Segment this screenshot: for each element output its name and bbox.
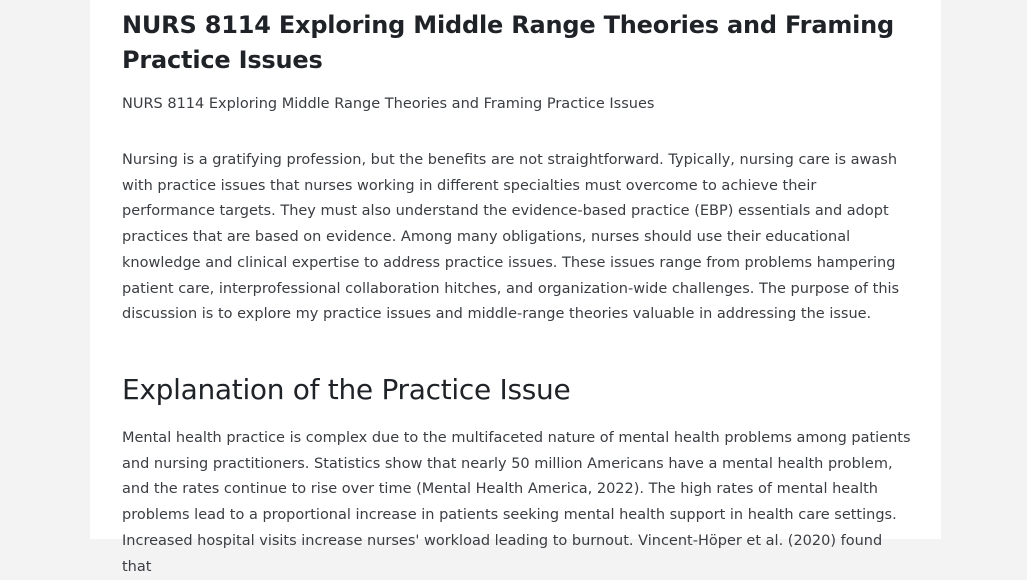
post-title: NURS 8114 Exploring Middle Range Theories and Framing Practice Issues [122,11,895,74]
post-subtitle: NURS 8114 Exploring Middle Range Theories and Framing Practice Issues [122,96,655,112]
article-card [90,0,941,575]
section-paragraph: Mental health practice is complex due to the multifaceted nature of mental health problems among patients and nursing practitioners. Statistics show that nearly 50 million Americans have a mental health problem, and the rates continue to rise over time (Mental Health America, 2022). The high rates of mental health problems lead to a proportional increase in patients seeking mental health support in health care settings. Increased hospital visits increase nurses' workload leading to burnout. Vincent-Höper et al. (2020) found that [122,430,911,575]
intro-paragraph: Nursing is a gratifying profession, but the benefits are not straightforward. Typically, nursing care is awash with practice issues that nurses working in different specialties must overcome to achieve their performance targets. They must also understand the evidence-based practice (EBP) essentials and adopt practices that are based on evidence. Among many obligations, nurses should use their educational knowledge and clinical expertise to address practice issues. These issues range from problems hampering patient care, interprofessional collaboration hitches, and organization-wide challenges. The purpose of this discussion is to explore my practice issues and middle-range theories valuable in addressing the issue. [122,152,900,323]
section-heading: Explanation of the Practice Issue [122,373,571,406]
